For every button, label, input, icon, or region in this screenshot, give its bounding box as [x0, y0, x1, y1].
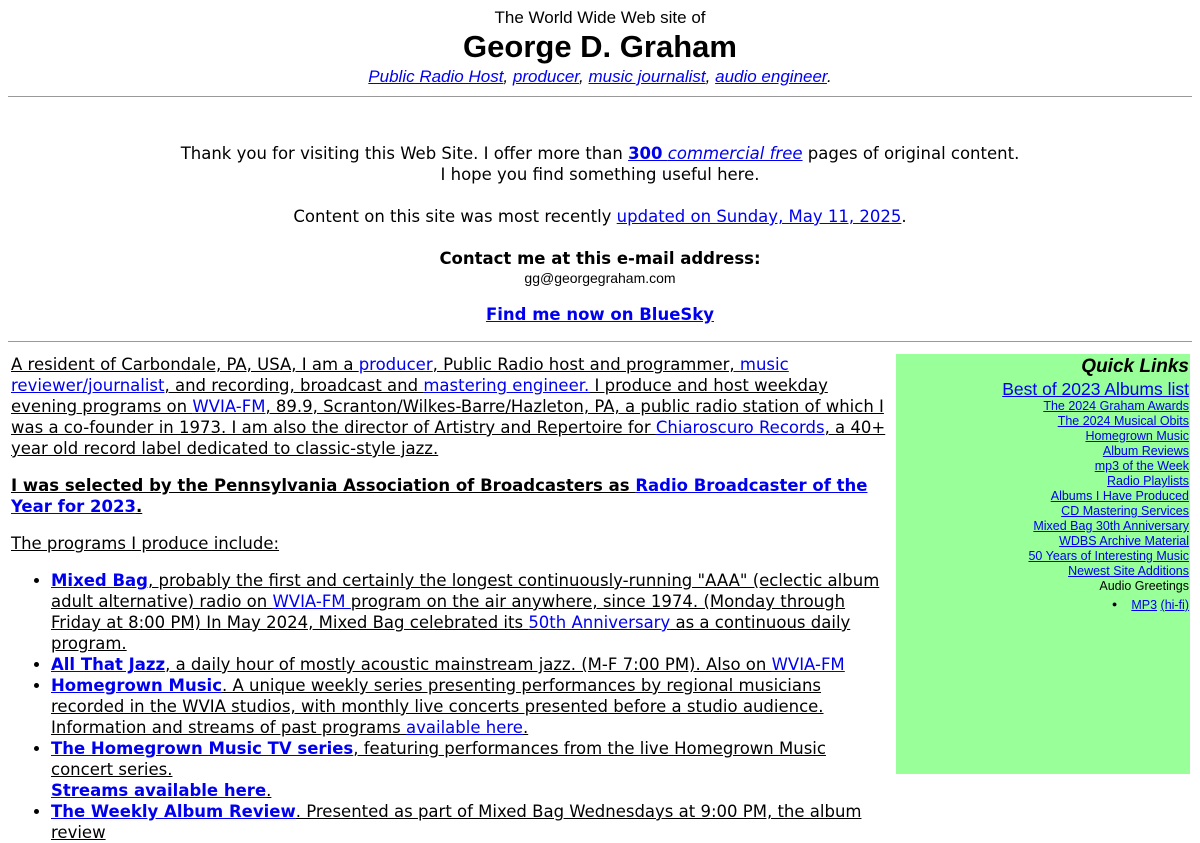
updated-line: Content on this site was most recently updated on Sunday, May 11, 2025. — [293, 207, 907, 226]
bio-column — [11, 354, 891, 843]
quick-links-title: Quick Links — [1081, 356, 1189, 377]
anniversary-link[interactable]: 50th Anniversary — [528, 613, 671, 632]
list-item — [896, 399, 1189, 414]
list-item — [896, 429, 1189, 444]
list-item — [896, 444, 1189, 459]
header-divider — [8, 96, 1192, 97]
mixed-bag-wvia-link[interactable]: WVIA-FM — [272, 592, 351, 611]
list-item — [896, 519, 1189, 534]
list-item — [896, 459, 1189, 474]
list-item: • The Homegrown Music TV series, featuring performances from the live Homegrown Music concert series. Streams available here. — [51, 738, 891, 801]
award-link[interactable]: Radio Broadcaster of the Year for 2023 — [11, 476, 868, 516]
list-item: • Homegrown Music. A unique weekly series presenting performances by regional musicians recorded in the WVIA studios, with monthly live concerts presented before a studio audience. Information and streams of past programs available here. — [51, 675, 891, 738]
updated-link[interactable]: updated on Sunday, May 11, 2025 — [616, 207, 902, 226]
quick-link[interactable]: The 2024 Graham Awards — [1043, 399, 1189, 413]
quick-link[interactable]: WDBS Archive Material — [1059, 534, 1189, 548]
homegrown-available-link[interactable]: available here — [406, 718, 523, 737]
list-item — [896, 414, 1189, 429]
quick-link[interactable]: Album Reviews — [1102, 444, 1189, 458]
contact-heading: Contact me at this e-mail address: — [439, 249, 761, 268]
programs-list — [11, 570, 891, 843]
quick-link[interactable]: Albums I Have Produced — [1050, 489, 1189, 503]
homegrown-link[interactable]: Homegrown Music — [51, 676, 222, 695]
programs-intro: The programs I produce include: — [11, 534, 280, 553]
content-divider — [8, 341, 1192, 342]
hifi-link[interactable]: (hi-fi) — [1160, 598, 1189, 612]
site-header — [0, 0, 1200, 88]
quick-link[interactable]: Mixed Bag 30th Anniversary — [1033, 519, 1189, 533]
wvia-link[interactable]: WVIA-FM — [192, 397, 266, 416]
quick-link[interactable]: Homegrown Music — [1085, 429, 1189, 443]
welcome-line-1: Thank you for visiting this Web Site. I offer more than 300 commercial free pages of original content. — [180, 144, 1020, 163]
roles-line: Public Radio Host, producer, music journalist, audio engineer. — [368, 67, 832, 86]
homegrown-tv-link[interactable]: The Homegrown Music TV series — [51, 739, 354, 758]
welcome-line-2: I hope you find something useful here. — [440, 165, 760, 184]
role-link-radio-host[interactable]: Public Radio Host — [368, 67, 504, 86]
quick-link[interactable]: CD Mastering Services — [1061, 504, 1189, 518]
bluesky-line — [0, 304, 1200, 325]
audio-greetings-label: Audio Greetings — [1099, 579, 1189, 593]
quick-link[interactable]: Newest Site Additions — [1068, 564, 1189, 578]
quick-link[interactable]: 50 Years of Interesting Music — [1028, 549, 1189, 563]
role-link-producer[interactable]: producer — [512, 67, 580, 86]
all-that-jazz-link[interactable]: All That Jazz — [51, 655, 166, 674]
weekly-album-review-link[interactable]: The Weekly Album Review — [51, 802, 296, 821]
site-pretitle: The World Wide Web site of — [494, 8, 706, 27]
role-link-music-journalist[interactable]: music journalist — [588, 67, 706, 86]
list-item — [896, 504, 1189, 519]
list-item: • Mixed Bag, probably the first and certainly the longest continuously-running "AAA" (eclectic album adult alternative) radio on WVIA-FM program on the air anywhere, since 1974. (Monday through Friday at 8:00 PM) In May 2024, Mixed Bag celebrated its 50th Anniversary as a continuous daily program. — [51, 570, 891, 654]
list-item: • The Weekly Album Review. Presented as part of Mixed Bag Wednesdays at 9:00 PM, the album review — [51, 801, 891, 843]
list-item — [896, 549, 1189, 564]
commercial-free-link[interactable]: 300 commercial free — [628, 144, 803, 163]
list-item — [896, 489, 1189, 504]
mastering-link[interactable]: mastering engineer. — [423, 376, 590, 395]
welcome-section — [0, 143, 1200, 325]
quick-link[interactable]: Radio Playlists — [1107, 474, 1189, 488]
producer-link[interactable]: producer — [358, 355, 433, 374]
chiaroscuro-link[interactable]: Chiaroscuro Records — [655, 418, 825, 437]
list-item — [896, 564, 1189, 579]
award-paragraph: I was selected by the Pennsylvania Association of Broadcasters as Radio Broadcaster of the Year for 2023. — [11, 476, 868, 516]
list-item — [896, 598, 1189, 614]
mixed-bag-link[interactable]: Mixed Bag — [51, 571, 148, 590]
quick-links-panel — [896, 354, 1190, 774]
atj-wvia-link[interactable]: WVIA-FM — [771, 655, 845, 674]
quick-links-list — [896, 399, 1189, 594]
mp3-link[interactable]: MP3 — [1131, 598, 1158, 612]
quick-link-best-albums: Best of 2023 Albums list — [1002, 379, 1189, 399]
page-title: George D. Graham — [463, 29, 737, 64]
bluesky-link[interactable]: Find me now on BlueSky — [485, 305, 715, 324]
list-item — [896, 534, 1189, 549]
list-item — [896, 474, 1189, 489]
quick-link[interactable]: The 2024 Musical Obits — [1057, 414, 1189, 428]
quick-link[interactable]: mp3 of the Week — [1094, 459, 1189, 473]
reviewer-link[interactable]: music reviewer/journalist — [11, 355, 789, 395]
list-item: • All That Jazz, a daily hour of mostly acoustic mainstream jazz. (M-F 7:00 PM). Also on WVIA-FM — [51, 654, 891, 675]
tv-streams-link[interactable]: Streams available here — [51, 781, 267, 800]
audio-greetings-list — [896, 598, 1189, 614]
contact-email: gg@georgegraham.com — [524, 270, 676, 286]
role-link-audio-engineer[interactable]: audio engineer — [715, 67, 827, 86]
intro-paragraph: A resident of Carbondale, PA, USA, I am a producer, Public Radio host and programmer, music reviewer/journalist, and recording, broadcast and mastering engineer. I produce and host weekday evening programs on WVIA-FM, 89.9, Scranton/Wilkes-Barre/Hazleton, PA, a public radio station of which I was a co-founder in 1973. I am also the director of Artistry and Repertoire for Chiaroscuro Records, a 40+ year old record label dedicated to classic-style jazz. — [11, 355, 886, 458]
